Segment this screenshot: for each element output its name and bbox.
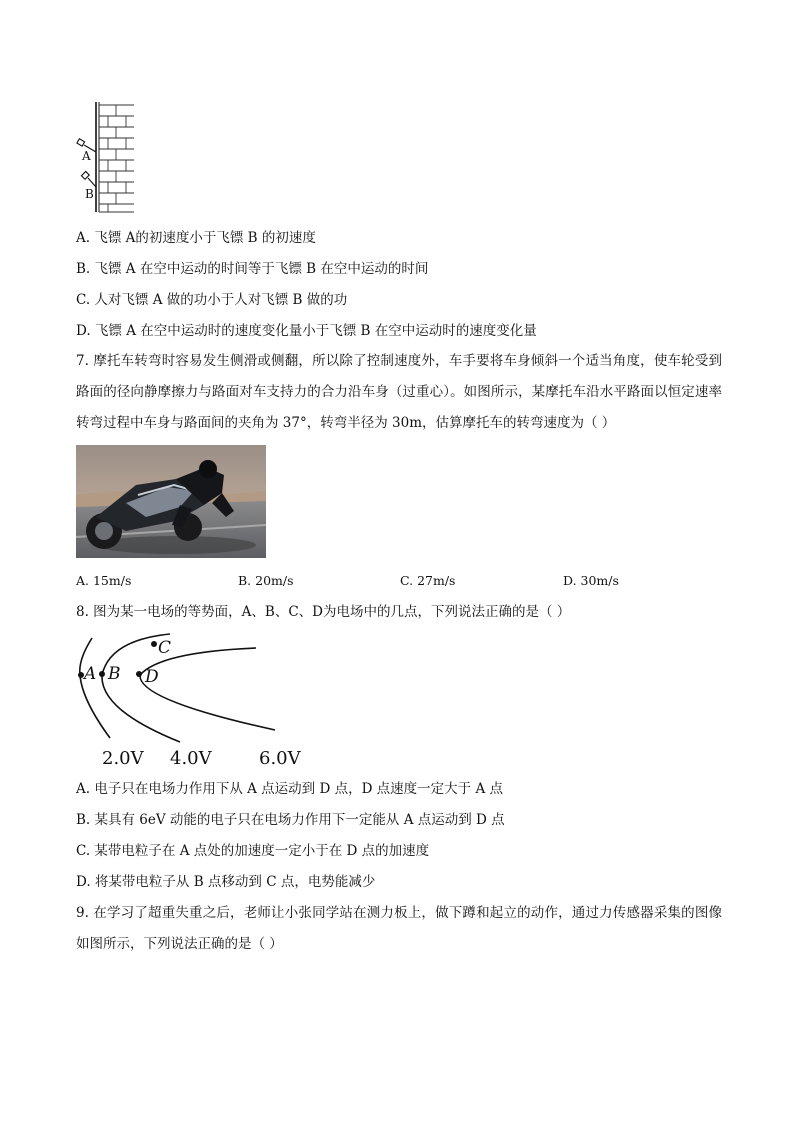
motorcycle-photo (76, 445, 266, 558)
q8-option-a: A. 电子只在电场力作用下从 A 点运动到 D 点，D 点速度一定大于 A 点 (76, 781, 504, 797)
label-a: A (84, 664, 97, 684)
q9-stem: 9. 在学习了超重失重之后，老师让小张同学站在测力板上，做下蹲和起立的动作，通过力传感器采集的图像如图所示，下列说法正确的是（ ） (76, 905, 722, 952)
dart-b (81, 171, 96, 187)
q7-option-d: D. 30m/s (563, 573, 619, 588)
equipotential-curve-6v (140, 648, 275, 730)
q6-option-d: D. 飞镖 A 在空中运动时的速度变化量小于飞镖 B 在空中运动时的速度变化量 (76, 323, 537, 339)
label-c: C (158, 638, 172, 658)
point-b (99, 671, 105, 677)
potential-label-4v: 4.0V (170, 748, 212, 769)
q7-option-a: A. 15m/s (76, 573, 132, 588)
q8-stem: 8. 图为某一电场的等势面，A、B、C、D为电场中的几点，下列说法正确的是（ ） (76, 604, 571, 620)
point-d (136, 671, 142, 677)
label-b: B (108, 664, 121, 684)
point-c (151, 641, 157, 647)
q8-option-b: B. 某具有 6eV 动能的电子只在电场力作用下一定能从 A 点运动到 D 点 (76, 812, 505, 828)
q8-option-d: D. 将某带电粒子从 B 点移动到 C 点，电势能减少 (76, 874, 376, 890)
q7-option-c: C. 27m/s (400, 573, 456, 588)
equipotential-curve-2v (80, 638, 110, 738)
potential-label-6v: 6.0V (259, 748, 301, 769)
dart-a-label: A (82, 149, 91, 163)
q7-option-b: B. 20m/s (238, 573, 294, 588)
q7-stem: 7. 摩托车转弯时容易发生侧滑或侧翻，所以除了控制速度外，车手要将车身倾斜一个适当角度，使车轮受到路面的径向静摩擦力与路面对车支持力的合力沿车身（过重心）。如图所示，某摩托车沿水平路面以恒定速率转弯过程中车身与路面间的夹角为 37°，转弯半径为 30m，估算摩托车的转弯速度为（ ） (76, 353, 722, 431)
label-d: D (145, 667, 159, 687)
q8-option-c: C. 某带电粒子在 A 点处的加速度一定小于在 D 点的加速度 (76, 843, 430, 859)
q6-option-a: A. 飞镖 A的初速度小于飞镖 B 的初速度 (76, 230, 316, 246)
potential-label-2v: 2.0V (102, 748, 144, 769)
dart-b-label: B (85, 187, 94, 201)
q6-option-c: C. 人对飞镖 A 做的功小于人对飞镖 B 做的功 (76, 292, 348, 308)
q6-option-b: B. 飞镖 A 在空中运动的时间等于飞镖 B 在空中运动的时间 (76, 261, 429, 277)
